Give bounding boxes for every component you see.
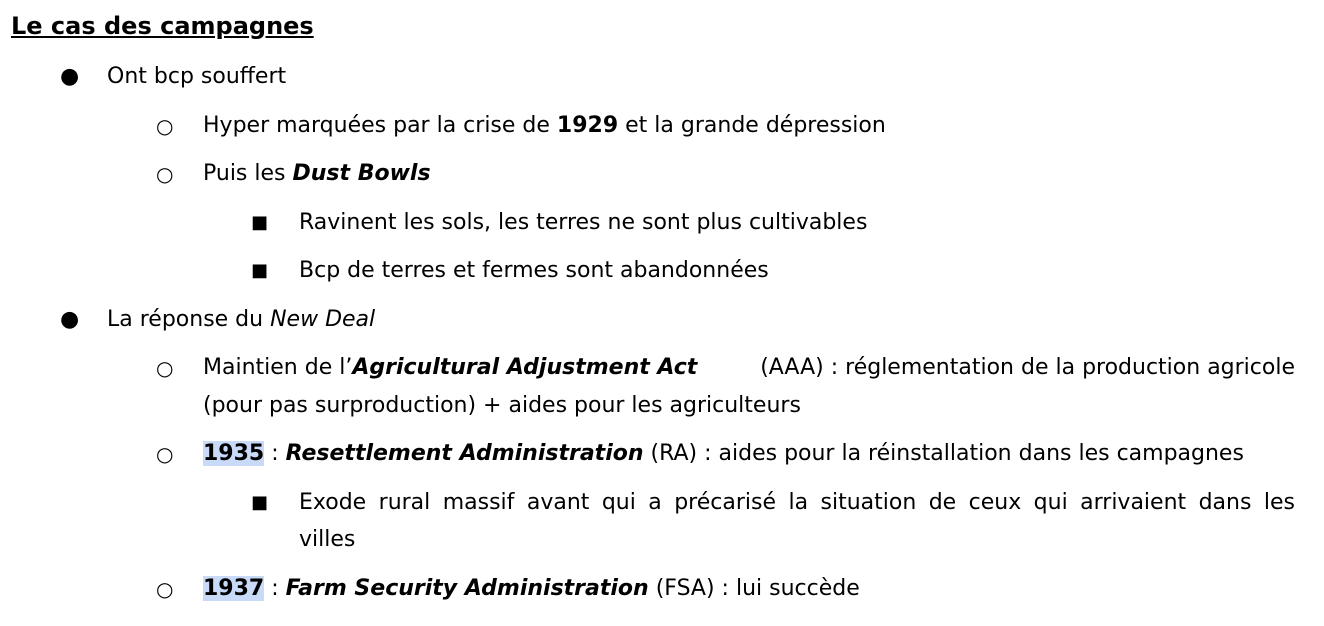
list-item-text: La réponse du (107, 307, 271, 332)
circle-bullet-icon: ○ (156, 114, 174, 138)
list-item-text: (AAA) : réglementation de la production agricole (760, 355, 1295, 380)
circle-bullet-icon: ○ (156, 356, 174, 380)
list-item-text: et la grande dépression (618, 113, 886, 138)
circle-bullet-icon: ○ (156, 162, 174, 186)
list-item-text: Maintien de l’ (203, 355, 353, 380)
circle-bullet-icon: ○ (156, 577, 174, 601)
list-item (299, 488, 1295, 518)
list-item (203, 353, 1295, 383)
list-item-text: Ravinent les sols, les terres ne sont plus cultivables (299, 210, 868, 235)
list-item (203, 574, 860, 604)
square-bullet-icon: ■ (251, 212, 269, 233)
emphasis-term: Dust Bowls (292, 161, 431, 186)
list-item-text-start (203, 353, 697, 383)
list-item-text: (RA) : aides pour la réinstallation dans les campagnes (643, 441, 1244, 466)
list-item-text: : (264, 576, 286, 601)
list-item-text: Puis les (203, 161, 293, 186)
highlighted-year: 1937 (203, 576, 265, 601)
italic-term: New Deal (270, 307, 376, 332)
disc-bullet-icon: ● (60, 64, 80, 89)
emphasis-term: Resettlement Administration (285, 441, 644, 466)
highlighted-year: 1935 (203, 441, 265, 466)
list-item (203, 439, 1244, 469)
list-item (107, 62, 286, 92)
list-item-text: villes (299, 527, 356, 552)
list-item-text: : (264, 441, 286, 466)
circle-bullet-icon: ○ (156, 442, 174, 466)
list-item (299, 256, 769, 286)
list-item-continuation (203, 391, 801, 421)
list-item-text: (FSA) : lui succède (648, 576, 860, 601)
square-bullet-icon: ■ (251, 260, 269, 281)
disc-bullet-icon: ● (60, 307, 80, 332)
list-item-text: Bcp de terres et fermes sont abandonnées (299, 258, 769, 283)
bold-year: 1929 (556, 113, 619, 138)
emphasis-term: Farm Security Administration (285, 576, 649, 601)
section-heading: Le cas des campagnes (11, 12, 314, 40)
list-item-text: Exode rural massif avant qui a précarisé la situation de ceux qui arrivaient dans les (299, 490, 1295, 515)
list-item (299, 208, 867, 238)
square-bullet-icon: ■ (251, 492, 269, 513)
list-item (203, 159, 431, 189)
list-item-text: Hyper marquées par la crise de (203, 113, 557, 138)
list-item-text: Ont bcp souffert (107, 64, 287, 89)
list-item-text: (pour pas surproduction) + aides pour les agriculteurs (203, 393, 801, 418)
list-item-continuation (299, 525, 355, 555)
emphasis-term: Agricultural Adjustment Act (352, 355, 698, 380)
list-item (203, 111, 886, 141)
list-item (107, 305, 375, 335)
